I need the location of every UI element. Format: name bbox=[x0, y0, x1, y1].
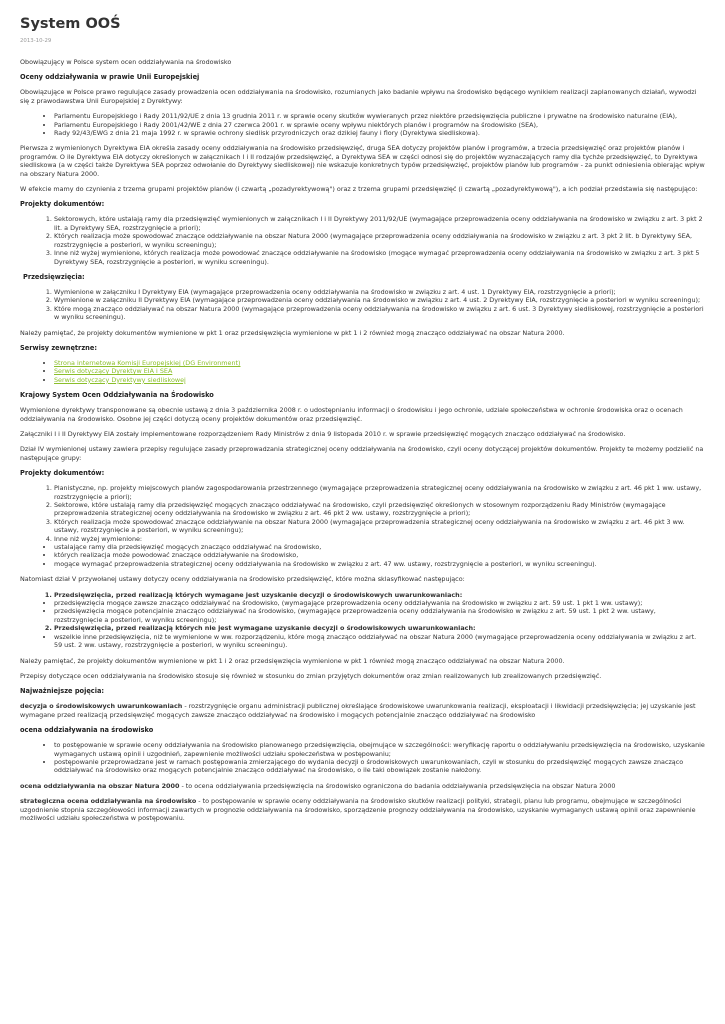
link-eia-sea-service[interactable]: Serwis dotyczący Dyrektyw EIA i SEA bbox=[54, 367, 173, 376]
eu-projects-list bbox=[20, 215, 705, 265]
national-paragraph-3: Dział IV wymienionej ustawy zawiera przepisy regulujące zasady przeprowadzania strategicznej oceny oddziaływania na środowisko, czyli oceny dotyczącej projektów dokumentów. Projekty te możemy podzielić na następujące grupy: bbox=[20, 445, 704, 462]
national-heading: Krajowy System Ocen Oddziaływania na Środowisko bbox=[20, 391, 214, 400]
concept-definition: - to postępowanie w sprawie oceny oddziaływania na środowisko skutków realizacji polityki, strategii, planu lub programu, obejmujące w szczególności uzgodnienie stopnia szczegółowości informacji zawartych w prognozie oddziaływania na środowisko, sporządzenie prognozy oddziaływania na środowisko, uzyskanie wymaganych ustawą opinii oraz zapewnienie możliwości udziału społeczeństwa w postępowaniu. bbox=[20, 797, 696, 822]
national-paragraph-5: Należy pamiętać, że projekty dokumentów wymienione w pkt 1 i 2 oraz przedsięwzięcia wymienione w pkt 1 również mogą znacząco oddziaływać na obszar Natura 2000. bbox=[20, 656, 565, 665]
list-item: 3. Inne niż wyżej wymienione, których realizacja może powodować znaczące oddziaływanie na środowisko (mogące wymagać przeprowadzenia oceny oddziaływania na środowisko w związku z art. 3 pkt 5 Dyrektywy SEA, rozstrzygnięcie a posteriori, w wyniku screeningu). bbox=[54, 249, 705, 266]
list-item: • przedsięwzięcia mogące potencjalnie znacząco oddziaływać na środowisko, (wymagające przeprowadzenia oceny oddziaływania na środowisko w związku z art. 59 ust. 1 pkt 2 ww. ustawy, rozstrzygnięcie a posteriori, w wyniku screeningu); bbox=[54, 607, 705, 624]
national-paragraph-6: Przepisy dotyczące ocen oddziaływania na środowisko stosuje się również w stosunku do zmian przyjętych dokumentów oraz zmian realizowanych lub zrealizowanych przedsięwzięć. bbox=[20, 671, 602, 680]
national-paragraph-1: Wymienione dyrektywy transponowane są obecnie ustawą z dnia 3 października 2008 r. o udostępnianiu informacji o środowisku i jego ochronie, udziale społeczeństwa w ochronie środowiska oraz o ocenach oddziaływania na środowisko. Osobne jej części dotyczą oceny projektów dokumentów oraz przedsięwzięć. bbox=[20, 406, 683, 423]
directives-list bbox=[20, 112, 705, 137]
concepts-heading: Najważniejsze pojęcia: bbox=[20, 687, 105, 696]
list-item: • to postępowanie w sprawie oceny oddziaływania na środowisko planowanego przedsięwzięcia, obejmujące w szczególności: weryfikację raportu o oddziaływaniu przedsięwzięcia na środowisko, uzyskanie wymaganych ustawą opinii i uzgodnień, zapewnienie możliwości udziału społeczeństwa w postępowaniu; bbox=[54, 741, 705, 758]
list-item: 2. Przedsięwzięcia, przed realizacją których nie jest wymagane uzyskanie decyzji o środowiskowych uwarunkowaniach: bbox=[54, 624, 705, 632]
concept-decision bbox=[20, 702, 705, 719]
link-habitats-service[interactable]: Serwis dotyczący Dyrektywy siedliskowej bbox=[54, 375, 186, 384]
eu-paragraph-3: W efekcie mamy do czynienia z trzema grupami projektów planów (i czwartą „pozadyrektywową") oraz z trzema grupami przedsięwzięć (i czwartą „pozadyrektywową"), a ich podział przedstawia się następująco: bbox=[20, 185, 698, 194]
national-projects-list bbox=[20, 484, 705, 543]
list-item: 1. Sektorowych, które ustalają ramy dla przedsięwzięć wymienionych w załącznikach I i II Dyrektywy 2011/92/UE (wymagające przeprowadzenia oceny oddziaływania na środowisko w związku z art. 3 pkt 2 lit. a Dyrektywy SEA, rozstrzygnięcie a priori); bbox=[54, 215, 705, 232]
list-item: • ustalające ramy dla przedsięwzięć mogących znacząco oddziaływać na środowisko, bbox=[54, 543, 705, 551]
list-item: • Rady 92/43/EWG z dnia 21 maja 1992 r. w sprawie ochrony siedlisk przyrodniczych oraz dzikiej fauny i flory (Dyrektywa siedliskowa). bbox=[54, 129, 705, 137]
eu-paragraph-1: Obowiązujące w Polsce prawo regulujące zasady prowadzenia ocen oddziaływania na środowisko, rozumianych jako badanie wpływu na środowisko będącego wynikiem realizacji zaplanowanych działań, wywodzi się z prawodawstwa Unii Europejskiej z Dyrektywy: bbox=[20, 88, 697, 105]
eu-ventures-list bbox=[20, 288, 705, 322]
list-item: • których realizacja może powodować znaczące oddziaływanie na środowisko, bbox=[54, 551, 705, 559]
eu-paragraph-4: Należy pamiętać, że projekty dokumentów wymienione w pkt 1 oraz przedsięwzięcia wymienione w pkt 1 i 2 również mogą znacząco oddziaływać na obszar Natura 2000. bbox=[20, 328, 565, 337]
list-item: 1. Przedsięwzięcia, przed realizacją których wymagane jest uzyskanie decyzji o środowiskowych uwarunkowaniach: bbox=[54, 591, 705, 599]
list-item: 2. Wymienione w załączniku II Dyrektywy EIA (wymagające przeprowadzenia oceny oddziaływania na środowisko w związku z art. 4 ust. 2 Dyrektywy EIA, rozstrzygnięcie a posteriori w wyniku screeningu); bbox=[54, 296, 705, 304]
intro-text: Obowiązujący w Polsce system ocen oddziaływania na środowisko bbox=[20, 58, 232, 66]
list-item: 3. Których realizacja może spowodować znaczące oddziaływanie na obszar Natura 2000 (wymagające przeprowadzenia strategicznej oceny oddziaływania na środowisko w związku z art. 46 pkt 3 ww. ustawy, rozstrzygnięcie a posteriori, w wyniku screeningu); bbox=[54, 518, 705, 535]
list-item bbox=[54, 376, 705, 384]
list-item bbox=[54, 367, 705, 375]
ventures-group-1 bbox=[20, 591, 705, 599]
list-item: 2. Sektorowe, które ustalają ramy dla przedsięwzięć mogących znacząco oddziaływać na środowisko, czyli przedsięwzięć określonych w stosownym rozporządzeniu Rady Ministrów (wymagające przeprowadzenia strategicznej oceny oddziaływania na środowisko w związku z art. 46 pkt 2 ww. ustawy, rozstrzygnięcie a priori); bbox=[54, 501, 705, 518]
eu-heading: Oceny oddziaływania w prawie Unii Europejskiej bbox=[20, 73, 200, 82]
national-paragraph-2: Załączniki I i II Dyrektywy EIA zostały implementowane rozporządzeniem Rady Ministrów z dnia 9 listopada 2010 r. w sprawie przedsięwzięć mogących znacząco oddziaływać na środowisko. bbox=[20, 429, 626, 438]
concept-definition: - rozstrzygnięcie organu administracji publicznej określające środowiskowe uwarunkowania realizacji, eksploatacji i likwidacji przedsięwzięcia; jej uzyskanie jest wymagane przed realizacją przedsięwzięć mogących zawsze znacząco oddziaływać na środowisko i mogących potencjalnie znacząco oddziaływać na środowisko bbox=[20, 702, 696, 719]
eu-paragraph-2: Pierwsza z wymienionych Dyrektywa EIA określa zasady oceny oddziaływania na środowisko przedsięwzięć, druga SEA dotyczy projektów planów i programów, a trzecia przedsięwzięć oraz projektów planów i programów. O ile Dyrektywa EIA dotyczy określonych w załącznikach I i II rodzajów przedsięwzięć, a Dyrektywa SEA w części odnosi się do projektów wyznaczających ramy dla tychże przedsięwzięć, to Dyrektywa siedliskowa (a w części także Dyrektywa SEA poprzez odwołanie do Dyrektywy siedliskowej) nie wskazuje konkretnych typów przedsięwzięć, projektów planów lub programów - za punkt odniesienia obierając wpływ na obszary Natura 2000. bbox=[20, 144, 705, 178]
eu-projects-heading: Projekty dokumentów: bbox=[20, 200, 105, 209]
concept-term: ocena oddziaływania na obszar Natura 2000 bbox=[20, 781, 180, 790]
concept-term: strategiczna ocena oddziaływania na środowisko bbox=[20, 797, 197, 806]
ventures-group-1-items bbox=[20, 599, 705, 624]
external-services-heading: Serwisy zewnętrzne: bbox=[20, 343, 97, 352]
external-links-list bbox=[20, 359, 705, 384]
ventures-group-2-items bbox=[20, 633, 705, 650]
national-projects-heading: Projekty dokumentów: bbox=[20, 469, 105, 478]
concept-definition: - to ocena oddziaływania przedsięwzięcia na środowisko ograniczona do badania oddziaływania przedsięwzięcia na obszar Natura 2000 bbox=[179, 781, 616, 790]
list-item bbox=[54, 359, 705, 367]
list-item: 2. Których realizacja może spowodować znaczące oddziaływanie na obszar Natura 2000 (wymagające przeprowadzenia oceny oddziaływania na środowisko w związku z art. 3 pkt 2 lit. b Dyrektywy SEA, rozstrzygnięcie a posteriori, w wyniku screeningu); bbox=[54, 232, 705, 249]
page-title: System OOŚ bbox=[20, 16, 121, 32]
list-item: 1. Planistyczne, np. projekty miejscowych planów zagospodarowania przestrzennego (wymagające przeprowadzenia strategicznej oceny oddziaływania na środowisko w związku z art. 46 pkt 1 ww. ustawy, rozstrzygnięcie a priori); bbox=[54, 484, 705, 501]
list-item: • przedsięwzięcia mogące zawsze znacząco oddziaływać na środowisko, (wymagające przeprowadzenia oceny oddziaływania na środowisko w związku z art. 59 ust. 1 pkt 1 ww. ustawy); bbox=[54, 599, 705, 607]
publish-date: 2013-10-29 bbox=[20, 38, 52, 44]
list-item: • postępowanie przeprowadzane jest w ramach postępowania zmierzającego do wydania decyzji o środowiskowych uwarunkowaniach, czyli w stosunku do przedsięwzięć mogących zawsze znacząco oddziaływać na środowisko oraz mogących potencjalnie znacząco oddziaływać na środowisko, o ile taki obowiązek zostanie nałożony. bbox=[54, 758, 705, 775]
concept-term: decyzja o środowiskowych uwarunkowaniach bbox=[20, 702, 183, 711]
link-european-commission[interactable]: Strona internetowa Komisji Europejskiej (DG Environment) bbox=[54, 358, 241, 367]
concept-strategic bbox=[20, 797, 705, 822]
concept-natura bbox=[20, 782, 705, 790]
list-item: 4. Inne niż wyżej wymienione: bbox=[54, 535, 705, 543]
national-paragraph-4: Natomiast dział V przywołanej ustawy dotyczy oceny oddziaływania na środowisko przedsięwzięć, które można sklasyfikować następująco: bbox=[20, 575, 465, 584]
list-item: • Parlamentu Europejskiego i Rady 2001/42/WE z dnia 27 czerwca 2001 r. w sprawie oceny wpływu niektórych planów i programów na środowisko (SEA), bbox=[54, 121, 705, 129]
list-item: • wszelkie inne przedsięwzięcia, niż te wymienione w ww. rozporządzeniu, które mogą znacząco oddziaływać na obszar Natura 2000 (wymagające przeprowadzenia oceny oddziaływania w związku z art. 59 ust. 2 ww. ustawy, rozstrzygnięcie a posteriori, w wyniku screeningu). bbox=[54, 633, 705, 650]
concept-assessment-term: ocena oddziaływania na środowisko bbox=[20, 726, 154, 735]
ventures-group-2 bbox=[20, 624, 705, 632]
list-item: 3. Które mogą znacząco oddziaływać na obszar Natura 2000 (wymagające przeprowadzenia oceny oddziaływania na środowisko w związku z art. 6 ust. 3 Dyrektywy siedliskowej, rozstrzygnięcie a posteriori w wyniku screeningu). bbox=[54, 305, 705, 322]
concept-assessment-list bbox=[20, 741, 705, 775]
eu-ventures-heading: Przedsięwzięcia: bbox=[23, 272, 85, 281]
list-item: • mogące wymagać przeprowadzenia strategicznej oceny oddziaływania na środowisko w związku z art. 47 ww. ustawy, rozstrzygnięcie a posteriori, w wyniku screeningu). bbox=[54, 560, 705, 568]
national-projects-sublist bbox=[20, 543, 705, 568]
list-item: 1. Wymienione w załączniku I Dyrektywy EIA (wymagające przeprowadzenia oceny oddziaływania na środowisko w związku z art. 4 ust. 1 Dyrektywy EIA, rozstrzygnięcie a priori); bbox=[54, 288, 705, 296]
list-item: • Parlamentu Europejskiego i Rady 2011/92/UE z dnia 13 grudnia 2011 r. w sprawie oceny skutków wywieranych przez niektóre przedsięwzięcia publiczne i prywatne na środowisko naturalne (EIA), bbox=[54, 112, 705, 120]
